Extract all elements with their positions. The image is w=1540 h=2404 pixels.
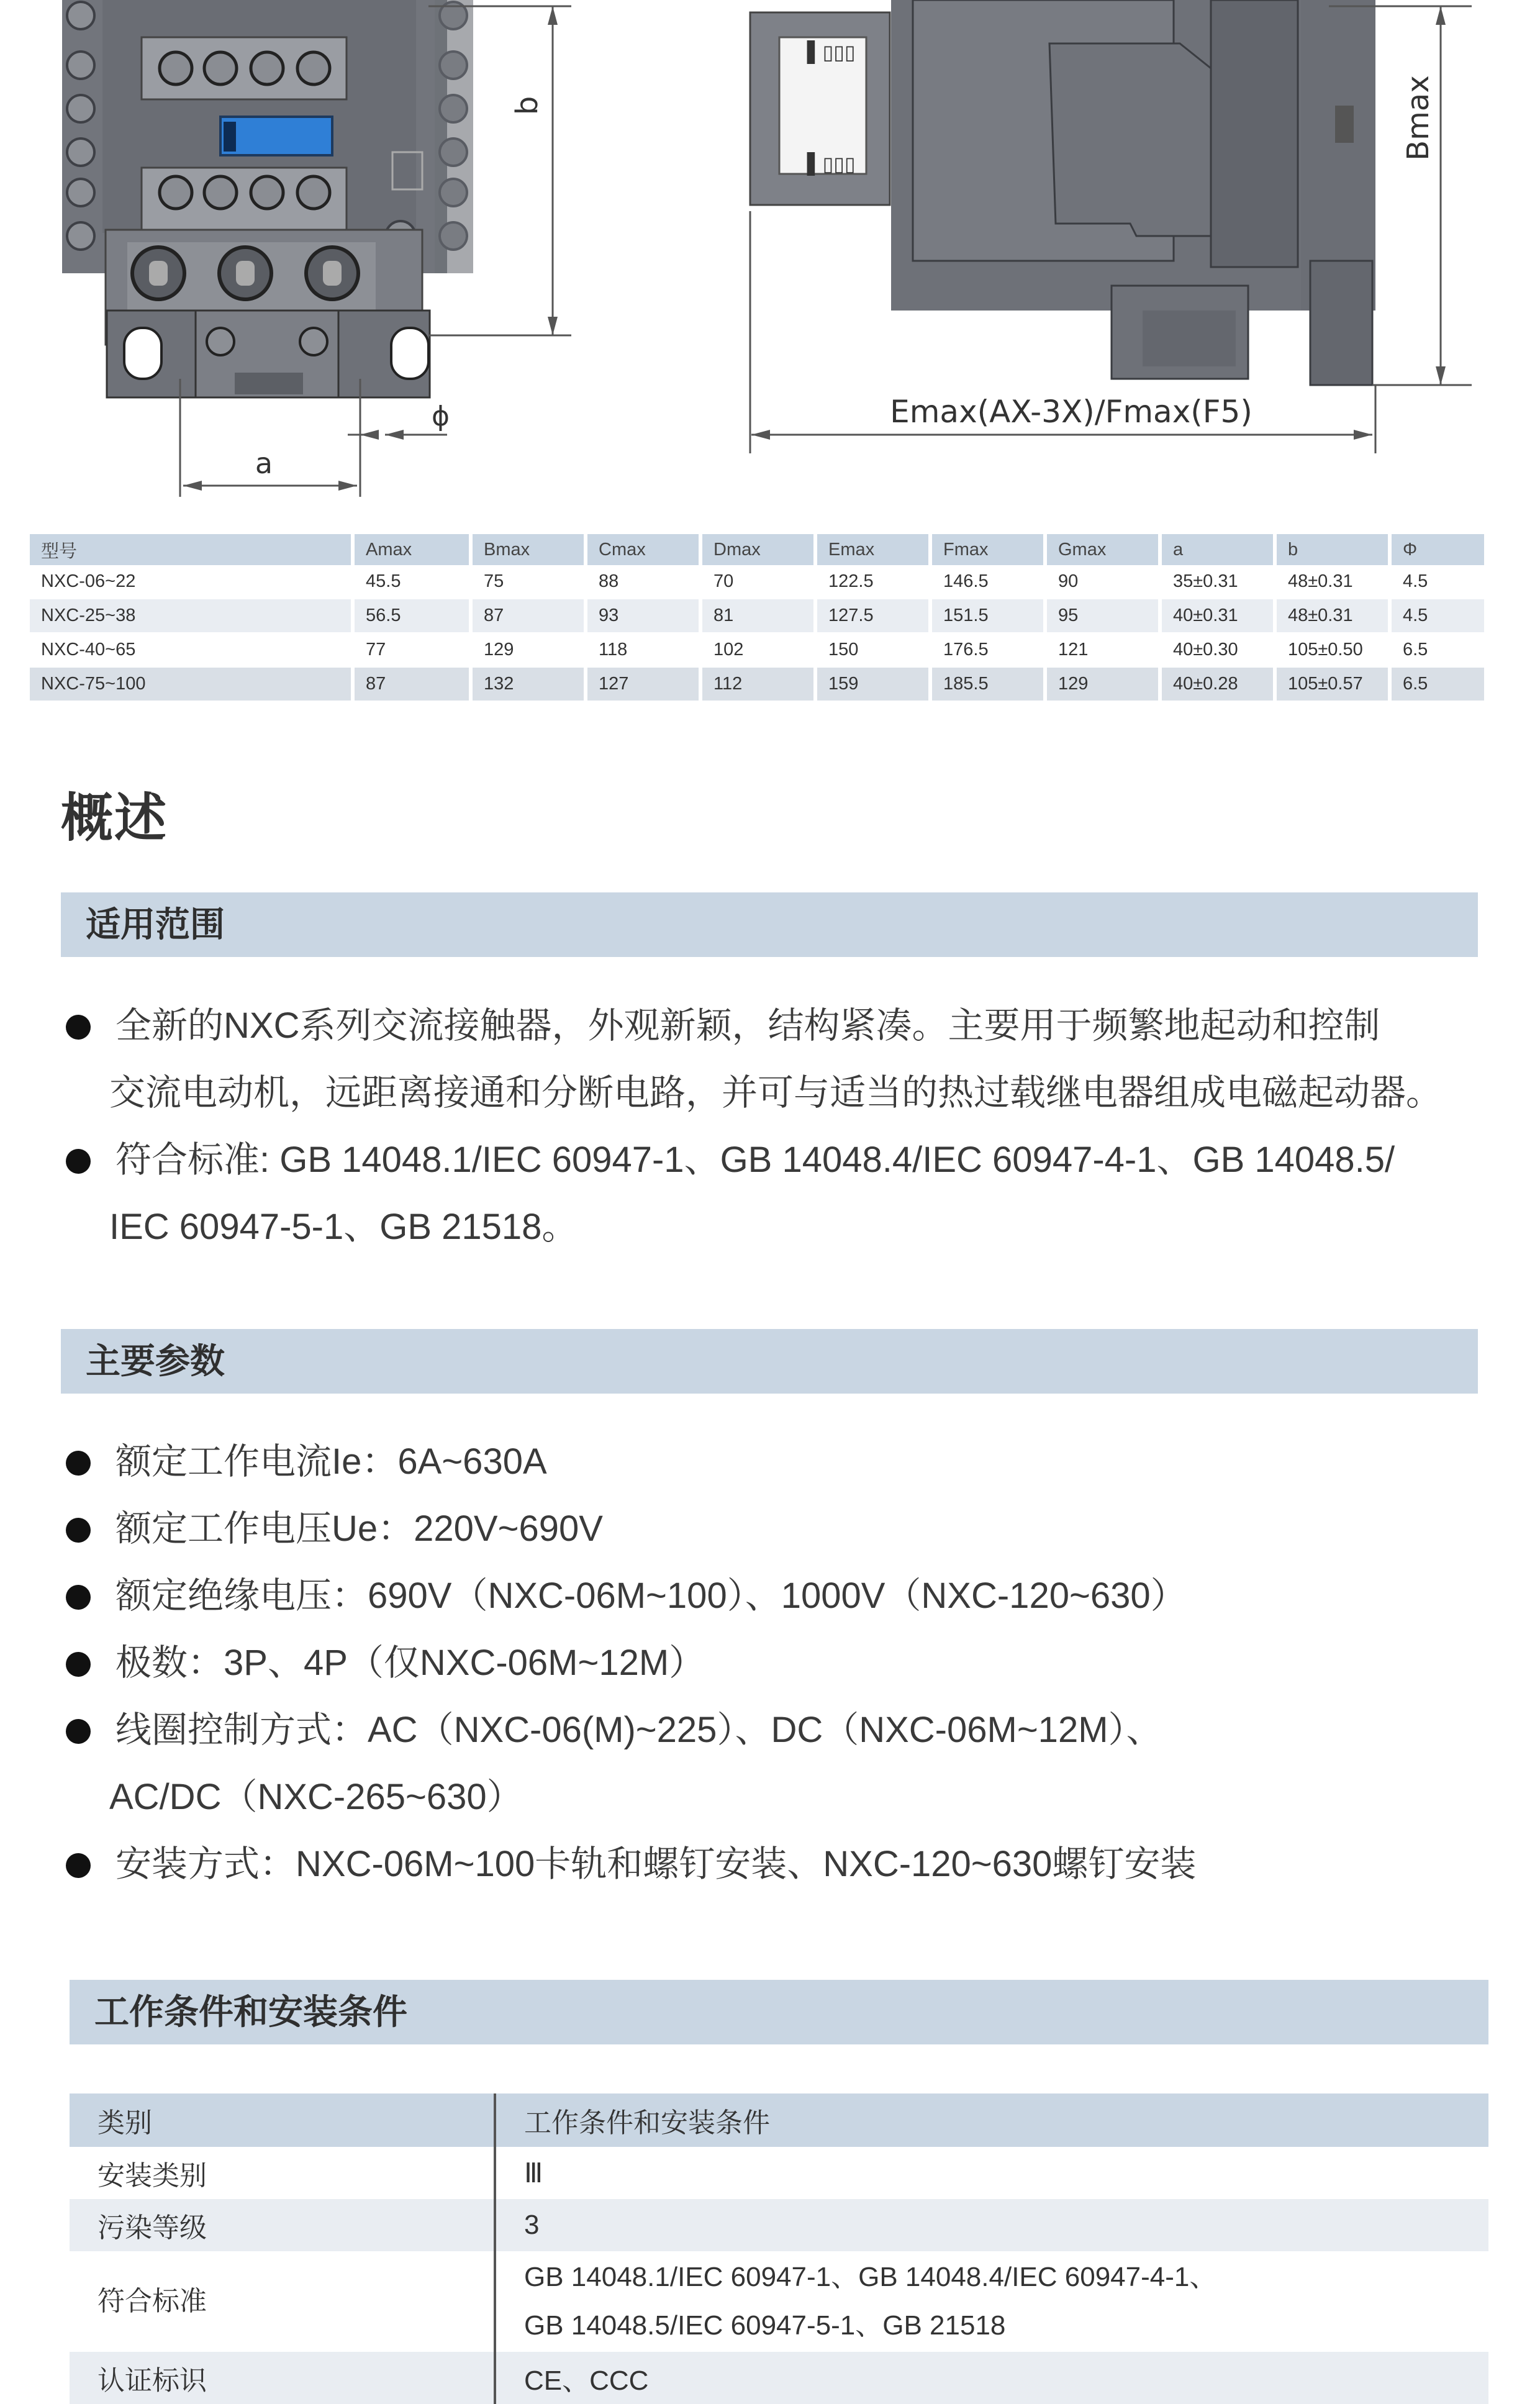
conditions-table-header (70, 2093, 1488, 2147)
side-view (750, 0, 1472, 453)
svg-text:▌▯▯▯: ▌▯▯▯ (807, 152, 856, 176)
category-cell: 污染等级 (70, 2199, 495, 2251)
table-cell: 150 (815, 633, 930, 667)
table-cell: 6.5 (1390, 667, 1486, 701)
front-view (62, 0, 571, 497)
value-line: GB 14048.1/IEC 60947-1、GB 14048.4/IEC 60947-4-1、 (524, 2262, 1217, 2292)
dim-label-phi: ϕ (432, 401, 450, 432)
header-cmax: Cmax (586, 534, 700, 565)
list-item: 额定绝缘电压：690V（NXC-06M~100）、1000V（NXC-120~630） (61, 1563, 1502, 1630)
dim-label-bmax: Bmax (1401, 75, 1436, 161)
table-row (30, 599, 1486, 633)
table-row (70, 2199, 1488, 2251)
table-cell: NXC-25~38 (30, 599, 353, 633)
conditions-heading: 工作条件和安装条件 (70, 1980, 1488, 2044)
table-row (30, 633, 1486, 667)
table-cell: 40±0.30 (1160, 633, 1275, 667)
table-cell: 185.5 (930, 667, 1045, 701)
table-cell: NXC-40~65 (30, 633, 353, 667)
table-cell: 4.5 (1390, 599, 1486, 633)
table-cell: 56.5 (353, 599, 471, 633)
header-gmax: Gmax (1045, 534, 1160, 565)
table-row (30, 565, 1486, 599)
list-item: 额定工作电流Ie：6A~630A (61, 1428, 1502, 1495)
header-b: b (1275, 534, 1390, 565)
table-cell: 121 (1045, 633, 1160, 667)
table-cell: 40±0.31 (1160, 599, 1275, 633)
category-cell: 认证标识 (70, 2352, 495, 2404)
table-cell: NXC-75~100 (30, 667, 353, 701)
list-item: 额定工作电压Ue：220V~690V (61, 1495, 1502, 1563)
header-amax: Amax (353, 534, 471, 565)
table-cell: 70 (700, 565, 815, 599)
table-cell: 81 (700, 599, 815, 633)
table-cell: 88 (586, 565, 700, 599)
dim-label-width: Emax(AX-3X)/Fmax(F5) (890, 394, 1252, 430)
table-cell: 90 (1045, 565, 1160, 599)
table-cell: 122.5 (815, 565, 930, 599)
dimension-table (30, 534, 1488, 702)
value-cell (495, 2251, 1488, 2352)
table-cell: 45.5 (353, 565, 471, 599)
svg-text:▌▯▯▯: ▌▯▯▯ (807, 40, 856, 64)
value-cell: CE、CCC (495, 2352, 1488, 2404)
table-cell: 105±0.50 (1275, 633, 1390, 667)
table-row (70, 2147, 1488, 2199)
table-cell: 132 (471, 667, 586, 701)
table-cell: 75 (471, 565, 586, 599)
table-cell: 112 (700, 667, 815, 701)
list-item: 安装方式：NXC-06M~100卡轨和螺钉安装、NXC-120~630螺钉安装 (61, 1831, 1502, 1898)
dim-label-b: b (510, 96, 545, 116)
dimension-drawing (0, 0, 1540, 515)
header-model: 型号 (30, 534, 353, 565)
header-category: 类别 (70, 2093, 495, 2147)
table-cell: 105±0.57 (1275, 667, 1390, 701)
table-cell: 6.5 (1390, 633, 1486, 667)
table-cell: 102 (700, 633, 815, 667)
header-conditions: 工作条件和安装条件 (495, 2093, 1488, 2147)
list-item: 符合标准: GB 14048.1/IEC 60947-1、GB 14048.4/IEC 60947-4-1、GB 14048.5/ (61, 1127, 1502, 1194)
scope-list (61, 992, 1502, 1261)
table-cell: 77 (353, 633, 471, 667)
value-line: GB 14048.5/IEC 60947-5-1、GB 21518 (524, 2310, 1006, 2341)
table-cell: NXC-06~22 (30, 565, 353, 599)
dim-label-a: a (255, 447, 273, 480)
header-emax: Emax (815, 534, 930, 565)
header-bmax: Bmax (471, 534, 586, 565)
value-cell: 3 (495, 2199, 1488, 2251)
dimension-table-header (30, 534, 1486, 565)
conditions-table (70, 2093, 1488, 2404)
header-a: a (1160, 534, 1275, 565)
list-item: 线圈控制方式：AC（NXC-06(M)~225）、DC（NXC-06M~12M）、 (61, 1697, 1502, 1764)
list-item: AC/DC（NXC-265~630） (109, 1777, 523, 1817)
table-cell: 146.5 (930, 565, 1045, 599)
table-cell: 127.5 (815, 599, 930, 633)
table-cell: 127 (586, 667, 700, 701)
table-cell: 87 (471, 599, 586, 633)
table-cell: 95 (1045, 599, 1160, 633)
list-item: 全新的NXC系列交流接触器，外观新颖，结构紧凑。主要用于频繁地起动和控制 (61, 992, 1502, 1059)
table-cell: 176.5 (930, 633, 1045, 667)
scope-heading: 适用范围 (61, 892, 1478, 957)
table-cell: 40±0.28 (1160, 667, 1275, 701)
overview-title: 概述 (61, 789, 168, 847)
list-item: 极数：3P、4P（仅NXC-06M~12M） (61, 1630, 1502, 1697)
table-row (70, 2251, 1488, 2352)
table-cell: 129 (1045, 667, 1160, 701)
header-fmax: Fmax (930, 534, 1045, 565)
table-row (30, 667, 1486, 701)
list-item: 交流电动机，远距离接通和分断电路，并可与适当的热过载继电器组成电磁起动器。 (109, 1073, 1443, 1113)
table-cell: 159 (815, 667, 930, 701)
list-item: IEC 60947-5-1、GB 21518。 (109, 1207, 578, 1247)
table-cell: 4.5 (1390, 565, 1486, 599)
header-dmax: Dmax (700, 534, 815, 565)
table-cell: 35±0.31 (1160, 565, 1275, 599)
category-cell: 安装类别 (70, 2147, 495, 2199)
value-cell: Ⅲ (524, 2157, 543, 2189)
table-cell: 151.5 (930, 599, 1045, 633)
table-cell: 48±0.31 (1275, 599, 1390, 633)
table-cell: 87 (353, 667, 471, 701)
table-cell: 93 (586, 599, 700, 633)
table-cell: 129 (471, 633, 586, 667)
table-row (70, 2352, 1488, 2404)
params-heading: 主要参数 (61, 1329, 1478, 1394)
header-phi: Φ (1390, 534, 1486, 565)
table-cell: 48±0.31 (1275, 565, 1390, 599)
product-drawings (0, 0, 1540, 515)
category-cell: 符合标准 (70, 2251, 495, 2352)
params-list (61, 1428, 1502, 1898)
table-cell: 118 (586, 633, 700, 667)
